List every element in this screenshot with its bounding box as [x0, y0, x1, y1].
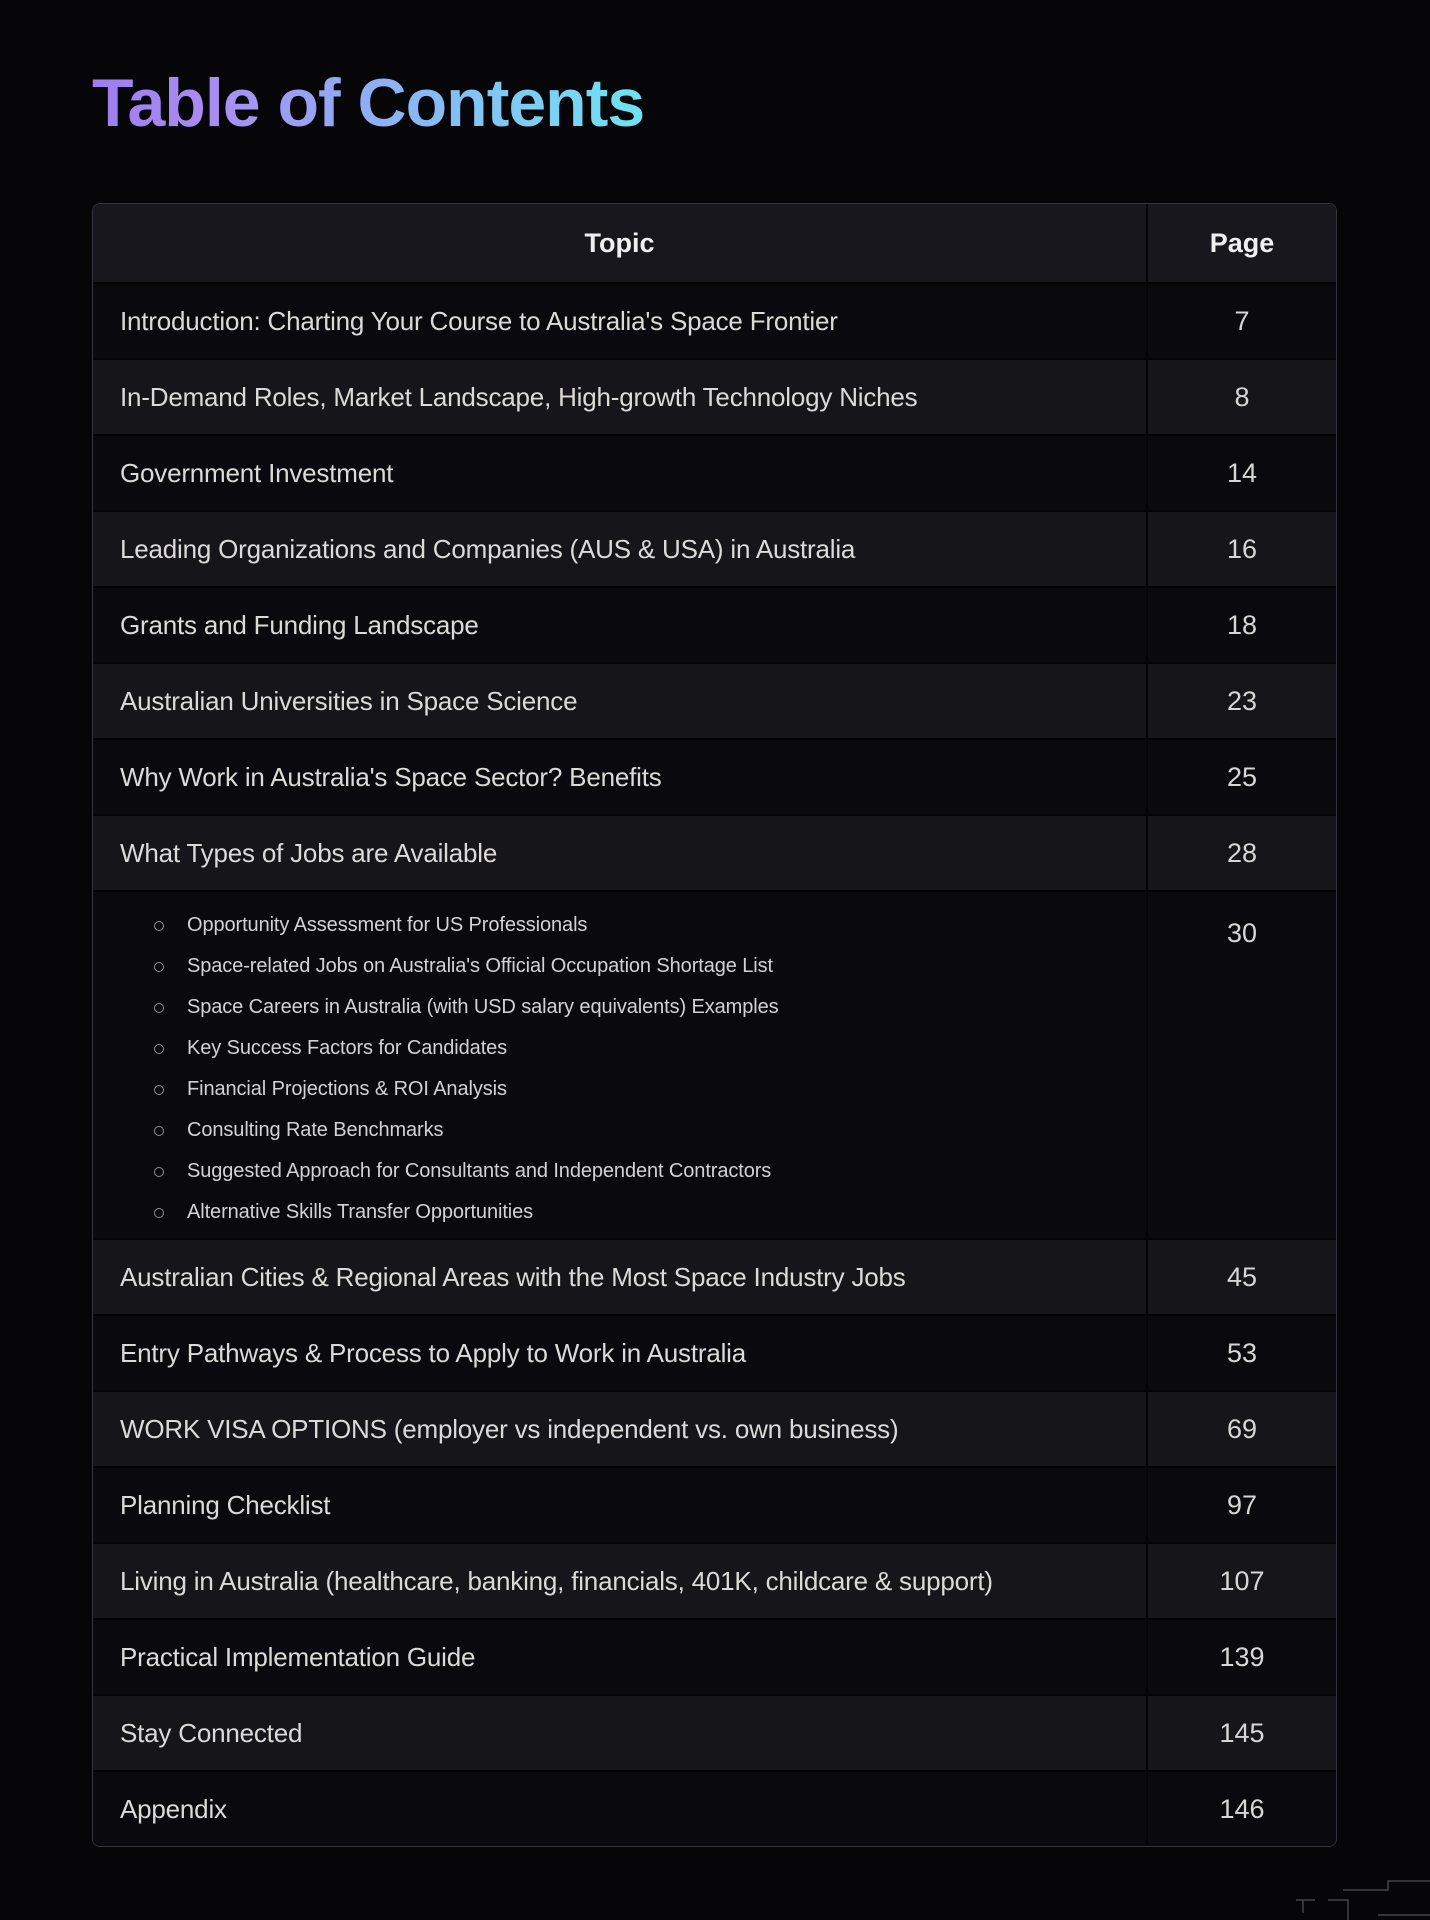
subtopic-label: Opportunity Assessment for US Professionals: [187, 914, 588, 936]
toc-topic: Why Work in Australia's Space Sector? Benefits: [120, 761, 662, 792]
toc-row-stay-connected: [93, 1694, 1336, 1770]
bullet-ring-icon: [154, 1208, 164, 1218]
toc-row-planning-checklist: [93, 1466, 1336, 1542]
toc-topic: In-Demand Roles, Market Landscape, High-growth Technology Niches: [120, 381, 918, 412]
toc-page-number: 16: [1146, 512, 1336, 586]
subtopic-item: [93, 1192, 1146, 1233]
toc-page-number: 23: [1146, 664, 1336, 738]
toc-page-number: 139: [1146, 1620, 1336, 1694]
subtopic-label: Space Careers in Australia (with USD salary equivalents) Examples: [187, 996, 779, 1018]
subtopic-list: [93, 905, 1146, 1233]
toc-topic: Stay Connected: [120, 1717, 303, 1748]
toc-header-topic: Topic: [584, 227, 655, 258]
subtopic-item: [93, 1151, 1146, 1192]
toc-row-practical-implementation: [93, 1618, 1336, 1694]
toc-page-number: 69: [1146, 1392, 1336, 1466]
toc-subtopic-list: [93, 892, 1146, 1238]
toc-row-what-types-of-jobs: [93, 814, 1336, 890]
toc-page-number: 45: [1146, 1240, 1336, 1314]
subtopic-label: Alternative Skills Transfer Opportunities: [187, 1201, 534, 1223]
toc-page-number: 145: [1146, 1696, 1336, 1770]
bullet-ring-icon: [154, 1126, 164, 1136]
toc-topic: Practical Implementation Guide: [120, 1641, 476, 1672]
toc-topic: Living in Australia (healthcare, banking, financials, 401K, childcare & support): [120, 1565, 993, 1596]
toc-row-subtopics: [93, 890, 1336, 1238]
toc-row-grants-funding: [93, 586, 1336, 662]
bullet-ring-icon: [154, 1085, 164, 1095]
toc-row-living-in-australia: [93, 1542, 1336, 1618]
subtopic-item: [93, 905, 1146, 946]
toc-page-number: 8: [1146, 360, 1336, 434]
toc-topic: Planning Checklist: [120, 1489, 331, 1520]
subtopic-label: Suggested Approach for Consultants and Independent Contractors: [187, 1160, 772, 1182]
toc-row-government-investment: [93, 434, 1336, 510]
toc-page-number: 146: [1146, 1772, 1336, 1846]
toc-row-leading-organizations: [93, 510, 1336, 586]
subtopic-label: Key Success Factors for Candidates: [187, 1037, 508, 1059]
toc-page-number: 25: [1146, 740, 1336, 814]
toc-topic: What Types of Jobs are Available: [120, 837, 498, 868]
toc-row-in-demand-roles: [93, 358, 1336, 434]
subtopic-label: Consulting Rate Benchmarks: [187, 1119, 444, 1141]
bullet-ring-icon: [154, 962, 164, 972]
toc-page-number: 18: [1146, 588, 1336, 662]
bullet-ring-icon: [154, 1003, 164, 1013]
toc-page-number: 53: [1146, 1316, 1336, 1390]
toc-row-work-visa-options: [93, 1390, 1336, 1466]
toc-page-number: 30: [1146, 892, 1336, 1238]
toc-topic: WORK VISA OPTIONS (employer vs independent vs. own business): [120, 1413, 899, 1444]
toc-topic: Appendix: [120, 1793, 227, 1824]
subtopic-item: [93, 1069, 1146, 1110]
toc-row-introduction: [93, 282, 1336, 358]
subtopic-item: [93, 946, 1146, 987]
toc-row-why-work: [93, 738, 1336, 814]
bullet-ring-icon: [154, 1044, 164, 1054]
toc-header-page: Page: [1146, 204, 1336, 282]
page-title: Table of Contents: [92, 65, 645, 141]
toc-topic: Australian Universities in Space Science: [120, 685, 578, 716]
toc-page-number: 14: [1146, 436, 1336, 510]
toc-topic: Introduction: Charting Your Course to Australia's Space Frontier: [120, 305, 838, 336]
toc-page-number: 107: [1146, 1544, 1336, 1618]
table-of-contents: [92, 203, 1337, 1847]
subtopic-item: [93, 987, 1146, 1028]
toc-row-appendix: [93, 1770, 1336, 1846]
toc-page-number: 97: [1146, 1468, 1336, 1542]
circuit-traces-decoration: [1278, 1818, 1430, 1920]
toc-topic: Leading Organizations and Companies (AUS & USA) in Australia: [120, 533, 856, 564]
toc-row-australian-universities: [93, 662, 1336, 738]
toc-page-number: 28: [1146, 816, 1336, 890]
subtopic-label: Space-related Jobs on Australia's Official Occupation Shortage List: [187, 955, 773, 977]
bullet-ring-icon: [154, 921, 164, 931]
subtopic-item: [93, 1110, 1146, 1151]
subtopic-item: [93, 1028, 1146, 1069]
bullet-ring-icon: [154, 1167, 164, 1177]
toc-topic: Government Investment: [120, 457, 394, 488]
toc-row-australian-cities: [93, 1238, 1336, 1314]
toc-header-row: [93, 204, 1336, 282]
toc-topic: Entry Pathways & Process to Apply to Work in Australia: [120, 1337, 746, 1368]
toc-row-entry-pathways: [93, 1314, 1336, 1390]
toc-topic: Australian Cities & Regional Areas with the Most Space Industry Jobs: [120, 1261, 906, 1292]
toc-page-number: 7: [1146, 284, 1336, 358]
subtopic-label: Financial Projections & ROI Analysis: [187, 1078, 507, 1100]
toc-topic: Grants and Funding Landscape: [120, 609, 479, 640]
